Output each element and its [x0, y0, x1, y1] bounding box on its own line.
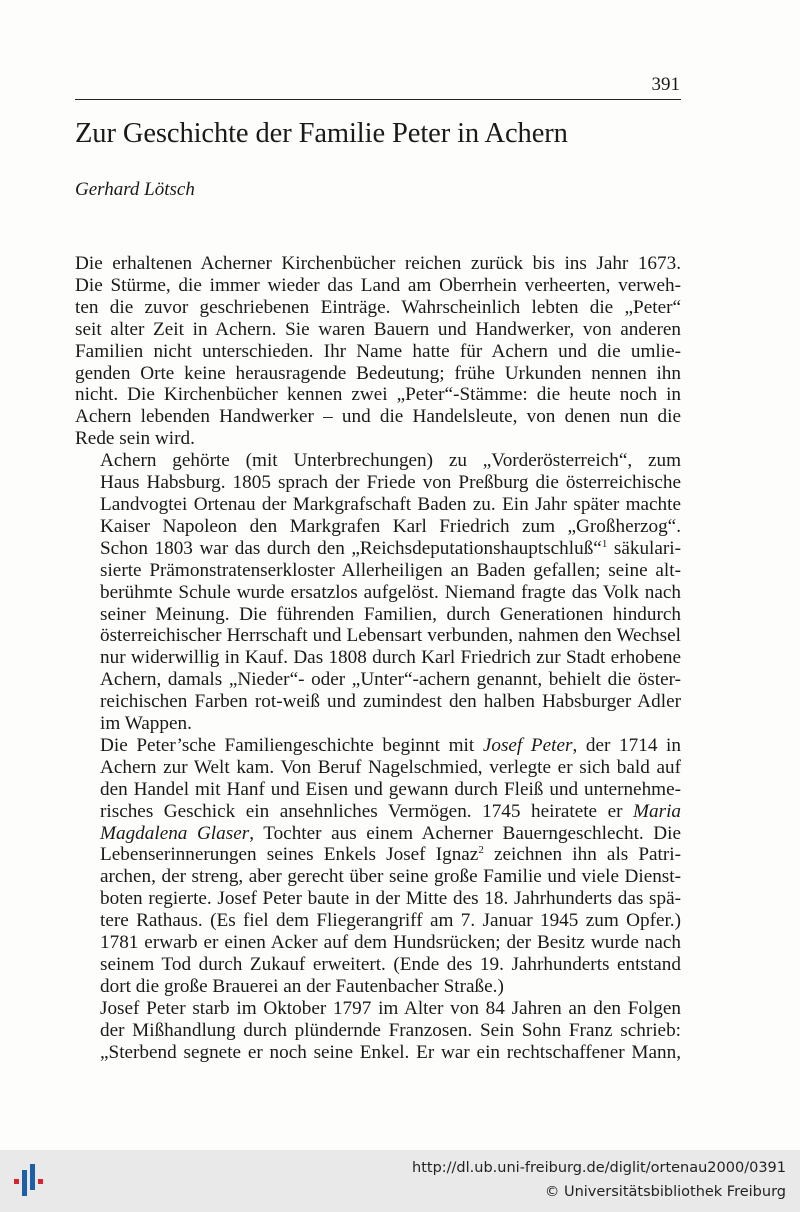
text-line: tere Rathaus. (Es fiel dem Fliegerangriff am 7. Januar 1945 zum Opfer.)	[100, 910, 681, 932]
text-line: Familien nicht unterschieden. Ihr Name hatte für Achern und die umlie-	[75, 340, 681, 362]
text-line: archen, der streng, aber gerecht über seine große Familie und viele Dienst-	[100, 866, 681, 888]
footnote-marker: 1	[601, 537, 608, 550]
text-line: der Mißhandlung durch plündernde Franzosen. Sein Sohn Franz schrieb:	[100, 1019, 681, 1041]
text-line: Josef Peter starb im Oktober 1797 im Alter von 84 Jahren an den Folgen	[100, 997, 681, 1019]
text-line: Achern, damals „Nieder“- oder „Unter“-achern genannt, behielt die öster-	[100, 669, 681, 691]
text-line: Die Stürme, die immer wieder das Land am Oberrhein verheerten, verweh-	[75, 274, 681, 296]
text-line: seit alter Zeit in Achern. Sie waren Bauern und Handwerker, von anderen	[75, 318, 681, 340]
text-line: im Wappen.	[100, 713, 192, 735]
copyright-notice: © Universitätsbibliothek Freiburg	[544, 1184, 786, 1200]
header-rule	[75, 99, 681, 100]
text-line: Kaiser Napoleon den Markgrafen Karl Friedrich zum „Großherzog“.	[100, 515, 681, 537]
text-line: österreichischer Herrschaft und Lebensart verbunden, nahmen den Wechsel	[100, 625, 681, 647]
text-line: Landvogtei Ortenau der Markgrafschaft Baden zu. Ein Jahr später machte	[100, 493, 681, 515]
text-line: den Handel mit Hanf und Eisen und gewann durch Fleiß und unternehme-	[100, 778, 681, 800]
text-line: Haus Habsburg. 1805 sprach der Friede von Preßburg die österreichische	[100, 472, 681, 494]
text-line: nicht. Die Kirchenbücher kennen zwei „Peter“-Stämme: die heute noch in	[75, 384, 681, 406]
text-line: Magdalena Glaser, Tochter aus einem Acherner Bauerngeschlecht. Die	[100, 822, 681, 844]
text-line: risches Geschick ein ansehnliches Vermögen. 1745 heiratete er Maria	[100, 800, 681, 822]
text-line: Die erhaltenen Acherner Kirchenbücher reichen zurück bis ins Jahr 1673.	[75, 253, 681, 274]
text-line: nur widerwillig in Kauf. Das 1808 durch Karl Friedrich zur Stadt erhobene	[100, 647, 681, 669]
text-line: dort die große Brauerei an der Fautenbacher Straße.)	[100, 975, 504, 997]
text-line: berühmte Schule wurde ersatzlos aufgelöst. Niemand fragte das Volk nach	[100, 581, 681, 603]
text-line: sierte Prämonstratenserkloster Allerheiligen an Baden gefallen; seine alt-	[100, 559, 681, 581]
text-line: Achern zur Welt kam. Von Beruf Nagelschmied, verlegte er sich bald auf	[100, 756, 681, 778]
person-name: Josef Peter	[482, 734, 573, 756]
person-name: Magdalena Glaser	[100, 822, 250, 844]
text-line: Schon 1803 war das durch den „Reichsdeputationshauptschluß“$^1$ säkulari-	[100, 537, 681, 559]
text-line: Lebenserinnerungen seines Enkels Josef Ignaz$^2$ zeichnen ihn als Patri-	[100, 844, 681, 866]
article-body	[75, 253, 681, 1064]
text-line: „Sterbend segnete er noch seine Enkel. Er war ein rechtschaffener Mann,	[100, 1041, 681, 1063]
text-line: seinem Tod durch Zukauf erweitert. (Ende des 19. Jahrhunderts entstand	[100, 954, 681, 975]
footnote-marker: 2	[478, 844, 484, 857]
text-line: boten regierte. Josef Peter baute in der Mitte des 18. Jahrhunderts das spä-	[100, 888, 681, 910]
text-line: Achern gehörte (mit Unterbrechungen) zu „Vorderösterreich“, zum	[100, 450, 681, 472]
person-name: Maria	[633, 800, 681, 822]
paragraph	[75, 450, 681, 735]
article-title: Zur Geschichte der Familie Peter in Achern	[75, 118, 568, 149]
page-number: 391	[651, 74, 680, 95]
text-line: 1781 erwarb er einen Acker auf dem Hundsrücken; der Besitz wurde nach	[100, 932, 681, 954]
paragraph	[75, 998, 681, 1064]
library-logo-icon	[10, 1162, 50, 1202]
text-line: Die Peter’sche Familiengeschichte beginnt mit Josef Peter, der 1714 in	[100, 734, 681, 756]
footer-bar	[0, 1150, 800, 1212]
paragraph	[75, 253, 681, 450]
text-line: reichischen Farben rot-weiß und zumindest den halben Habsburger Adler	[100, 691, 681, 713]
author-name: Gerhard Lötsch	[75, 179, 195, 200]
paragraph	[75, 735, 681, 998]
source-url-link[interactable]: http://dl.ub.uni-freiburg.de/diglit/ortenau2000/0391	[412, 1160, 786, 1176]
text-line: genden Orte keine herausragende Bedeutung; frühe Urkunden nennen ihn	[75, 362, 681, 384]
text-line: ten die zuvor geschriebenen Einträge. Wahrscheinlich lebten die „Peter“	[75, 296, 681, 318]
text-line: seiner Meinung. Die führenden Familien, durch Generationen hindurch	[100, 603, 681, 625]
text-line: Achern lebenden Handwerker – und die Handelsleute, von denen nun die	[75, 406, 681, 428]
text-line: Rede sein wird.	[75, 428, 195, 450]
